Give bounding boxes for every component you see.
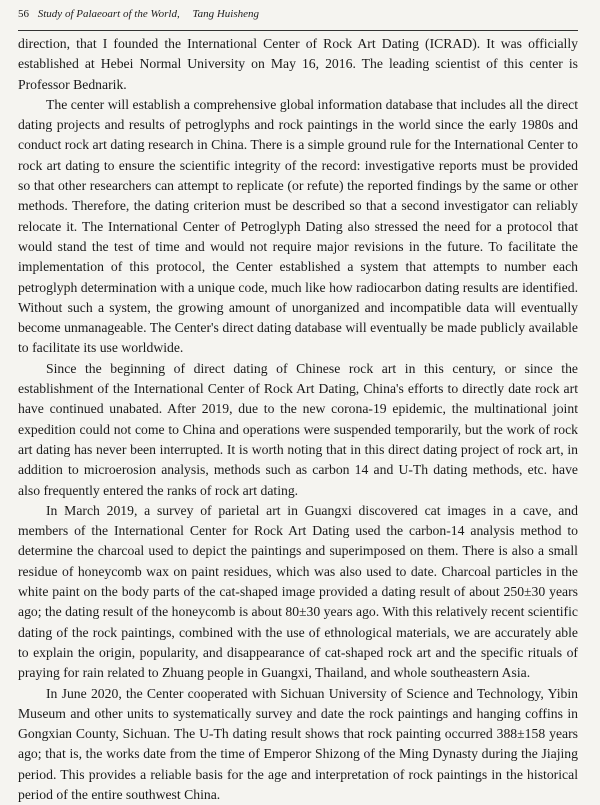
paragraph-china-efforts: Since the beginning of direct dating of Chinese rock art in this century, or since the establishment of the International Center of Rock Art Dating, China's efforts to directly date rock art have continued unabated. After 2019, due to the new corona-19 epidemic, the multinational joint expedition could not come to China and operations were suspended temporarily, but the work of rock art dating has never been interrupted. It is worth noting that in this direct dating project of rock art, in addition to microerosion analysis, methods such as carbon 14 and U-Th dating methods, etc. have also frequently entered the ranks of rock art dating.	[18, 359, 578, 501]
running-head-author: Tang Huisheng	[192, 8, 259, 20]
paragraph-sichuan: In June 2020, the Center cooperated with Sichuan University of Science and Technology, Yibin Museum and other units to systematically survey and date the rock paintings and hanging coffins in Gongxian County, Sichuan. The U-Th dating result shows that rock painting occurred 388±158 years ago; that is, the works date from the time of Emperor Shizong of the Ming Dynasty during the Jiajing period. This provides a reliable basis for the age and interpretation of rock paintings in the historical period of the entire southwest China.	[18, 684, 578, 805]
paragraph-guangxi: In March 2019, a survey of parietal art in Guangxi discovered cat images in a cave, and members of the International Center for Rock Art Dating used the carbon-14 analysis method to determine the charcoal used to depict the paintings and superimposed on them. There is also a small residue of honeycomb wax on paint residues, which was also used to date. Charcoal particles in the white paint on the body parts of the cat-shaped image provided a dating result of about 250±30 years ago; the dating result of the honeycomb is about 80±30 years ago. With this relatively recent scientific dating of the rock paintings, combined with the use of ethnological materials, we are accurately able to explain the origin, popularity, and disappearance of cat-shaped rock art and the specific rituals of praying for rain related to Zhuang people in Guangxi, Thailand, and whole southeastern Asia.	[18, 501, 578, 684]
article-body	[18, 34, 578, 805]
page-number: 56	[18, 8, 29, 20]
header-rule	[18, 30, 578, 31]
paragraph-continued: direction, that I founded the International Center of Rock Art Dating (ICRAD). It was officially established at Hebei Normal University on May 16, 2016. The leading scientist of this center is Professor Bednarik.	[18, 34, 578, 95]
paragraph-database: The center will establish a comprehensive global information database that includes all the direct dating projects and results of petroglyphs and rock paintings in the world since the early 1980s and conduct rock art dating research in China. There is a simple ground rule for the International Center to rock art dating to ensure the scientific integrity of the record: investigative reports must be provided so that other researchers can attempt to replicate (or refute) the reported findings by the same or other methods. Therefore, the dating criterion must be described so that a second investigator can reliably relocate it. The International Center of Petroglyph Dating also stressed the need for a protocol that would stand the test of time and would not require major revisions in the future. To facilitate the implementation of this protocol, the Center established a system that attempts to number each petroglyph determination with a unique code, much like how radiocarbon dating results are identified. Without such a system, the growing amount of unorganized and incompatible data will eventually become unmanageable. The Center's direct dating database will eventually be made publicly available to facilitate its use worldwide.	[18, 95, 578, 359]
running-head	[18, 7, 578, 21]
journal-title: Study of Palaeoart of the World,	[38, 8, 180, 20]
